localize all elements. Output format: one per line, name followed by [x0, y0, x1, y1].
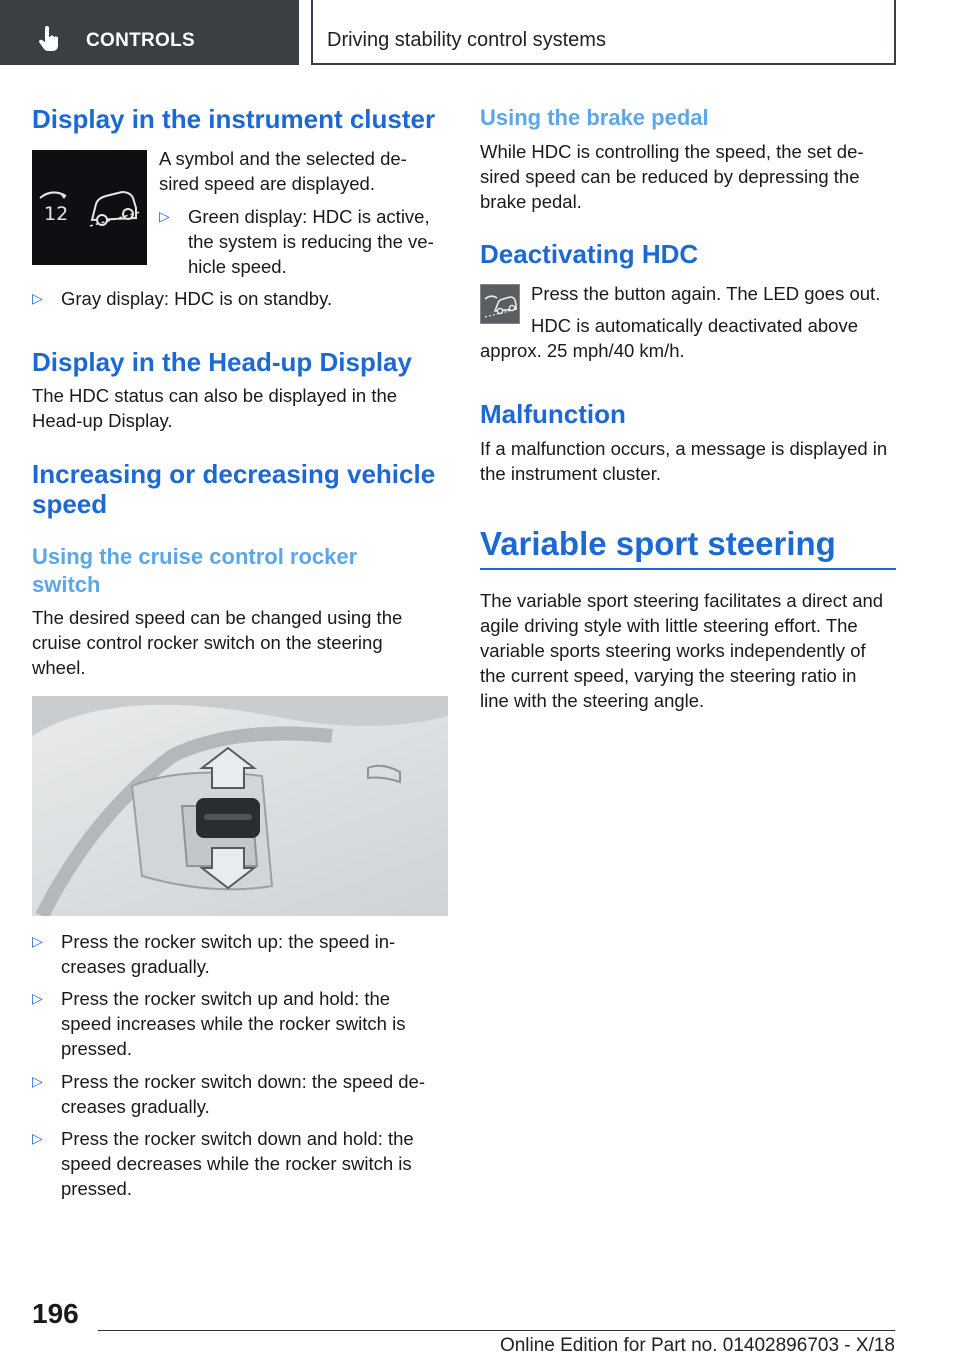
list-item: ▷ Press the rocker switch down and hold: the speed decreases while the rocker switch is pressed.: [32, 1128, 414, 1199]
deactivate-text-line3: approx. 25 mph/40 km/h.: [480, 340, 685, 361]
triangle-bullet-icon: ▷: [32, 290, 43, 306]
steering-text-line2: agile driving style with little steering effort. The: [480, 615, 858, 636]
malfunction-text-line2: the instrument cluster.: [480, 463, 661, 484]
steering-text-line1: The variable sport steering facilitates a direct and: [480, 590, 884, 611]
hdc-descent-car-icon: [32, 150, 147, 265]
heading-deactivating-hdc: Deactivating HDC: [480, 239, 699, 269]
rocker-text-line3: wheel.: [32, 657, 86, 678]
heading-variable-sport-steering: Variable sport steering: [480, 525, 836, 562]
rocker-text-line1: The desired speed can be changed using the: [32, 607, 403, 628]
horn-icon: [368, 766, 400, 782]
deactivate-text-line1: Press the button again. The LED goes out.: [531, 283, 881, 304]
triangle-bullet-icon: ▷: [159, 208, 170, 224]
page-number: 196: [32, 1298, 79, 1329]
heading-rule: [480, 568, 896, 570]
subheading-brake-pedal: Using the brake pedal: [480, 105, 709, 130]
list-item: ▷ Green display: HDC is active, the system is reducing the ve- hicle speed.: [159, 206, 434, 277]
hud-text-line2: Head-up Display.: [32, 410, 173, 431]
brake-text-line3: brake pedal.: [480, 191, 582, 212]
steering-text-line4: the current speed, varying the steering ratio in: [480, 665, 857, 686]
triangle-bullet-icon: ▷: [32, 933, 43, 949]
heading-speed-line1: Increasing or decreasing vehicle: [32, 459, 436, 489]
steering-text-line3: variable sports steering works independently of: [480, 640, 866, 661]
deactivate-text-line2: HDC is automatically deactivated above: [531, 315, 858, 336]
subheading-rocker-line1: Using the cruise control rocker: [32, 544, 358, 569]
hdc-button-icon: [480, 284, 520, 324]
hand-pointer-icon: [36, 26, 62, 52]
brake-text-line1: While HDC is controlling the speed, the set de-: [480, 141, 864, 162]
triangle-bullet-icon: ▷: [32, 1130, 43, 1146]
chapter-title: Driving stability control systems: [327, 29, 606, 51]
steering-text-line5: line with the steering angle.: [480, 690, 705, 711]
section-tab: [0, 0, 299, 65]
subheading-rocker-line2: switch: [32, 572, 101, 597]
cluster-speed-value: 12: [44, 203, 69, 225]
malfunction-text-line1: If a malfunction occurs, a message is displayed in: [480, 438, 888, 459]
heading-malfunction: Malfunction: [480, 399, 626, 429]
rocker-text-line2: cruise control rocker switch on the steering: [32, 632, 383, 653]
heading-speed-line2: speed: [32, 489, 108, 519]
brake-text-line2: sired speed can be reduced by depressing the: [480, 166, 860, 187]
list-item: ▷ Gray display: HDC is on standby.: [32, 288, 333, 309]
steering-wheel-image: [32, 696, 448, 916]
list-item: ▷ Press the rocker switch down: the speed de- creases gradually.: [32, 1071, 426, 1117]
section-label: CONTROLS: [86, 30, 196, 51]
cluster-intro-line1: A symbol and the selected de-: [159, 148, 407, 169]
triangle-bullet-icon: ▷: [32, 1073, 43, 1089]
hud-text-line1: The HDC status can also be displayed in the: [32, 385, 398, 406]
chapter-header: [311, 0, 896, 65]
footer-edition: Online Edition for Part no. 01402896703 - X/18: [499, 1335, 895, 1356]
list-item: ▷ Press the rocker switch up and hold: the speed increases while the rocker switch is pressed.: [32, 988, 406, 1059]
heading-head-up-display: Display in the Head-up Display: [32, 347, 412, 377]
list-item: ▷ Press the rocker switch up: the speed in- creases gradually.: [32, 931, 396, 977]
footer-divider: [98, 1330, 895, 1331]
hdc-cluster-image: [32, 150, 147, 265]
heading-instrument-cluster: Display in the instrument cluster: [32, 104, 436, 134]
cluster-intro-line2: sired speed are displayed.: [159, 173, 375, 194]
triangle-bullet-icon: ▷: [32, 990, 43, 1006]
